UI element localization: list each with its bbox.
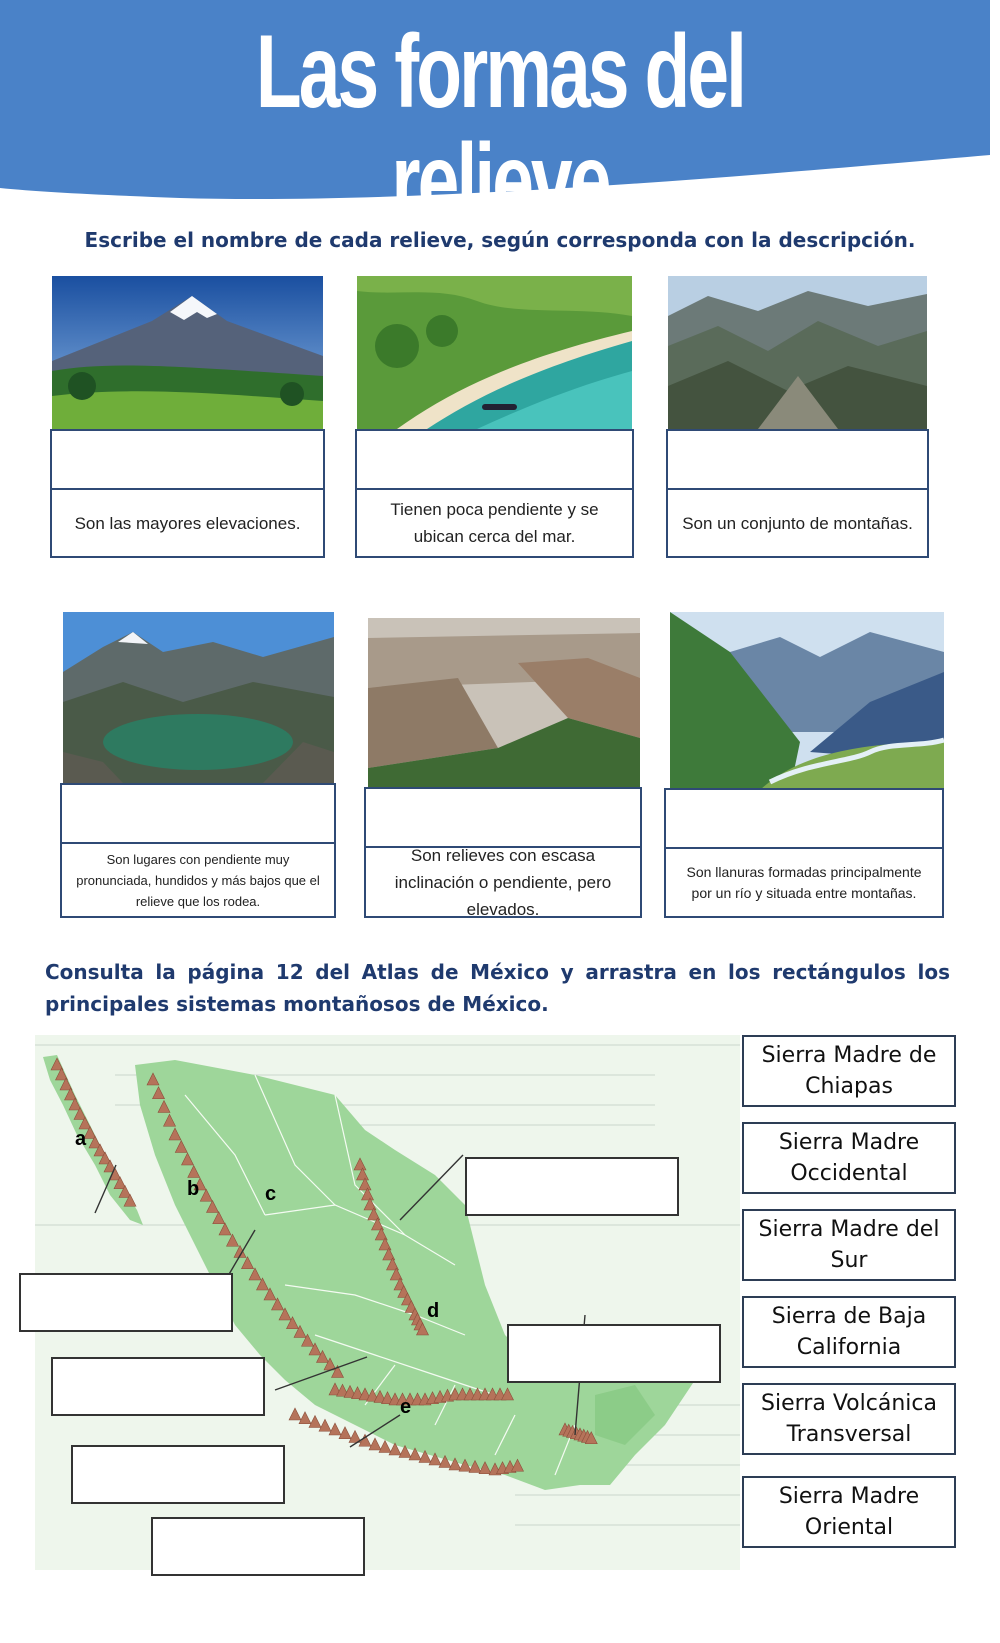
description-3: Son un conjunto de montañas. (666, 488, 929, 558)
lake-basin-photo (63, 612, 334, 783)
drop-zone-b[interactable] (51, 1357, 265, 1416)
option-sierra-madre-de-chiapas[interactable]: Sierra Madre de Chiapas (742, 1035, 956, 1107)
description-5: Son relieves con escasa inclinación o pendiente, pero elevados. (364, 846, 642, 918)
option-sierra-volcanica-transversal[interactable]: Sierra Volcánica Transversal (742, 1383, 956, 1455)
description-1: Son las mayores elevaciones. (50, 488, 325, 558)
answer-box-1[interactable] (50, 429, 325, 490)
answer-box-5[interactable] (364, 787, 642, 848)
option-sierra-madre-oriental[interactable]: Sierra Madre Oriental (742, 1476, 956, 1548)
option-sierra-madre-occidental[interactable]: Sierra Madre Occidental (742, 1122, 956, 1194)
valley-photo (670, 612, 944, 790)
plateau-photo (368, 618, 640, 787)
answer-box-6[interactable] (664, 788, 944, 849)
map-label-b: b (187, 1178, 200, 1200)
answer-box-2[interactable] (355, 429, 634, 490)
answer-box-3[interactable] (666, 429, 929, 490)
map-label-a: a (75, 1128, 87, 1150)
drop-zone-d[interactable] (507, 1324, 721, 1383)
answer-box-4[interactable] (60, 783, 336, 844)
map-label-c: c (265, 1183, 277, 1205)
drop-zone-c[interactable] (465, 1157, 679, 1216)
option-sierra-madre-del-sur[interactable]: Sierra Madre del Sur (742, 1209, 956, 1281)
description-6: Son llanuras formadas principalmente por un río y situada entre montañas. (664, 847, 944, 918)
beach-photo (357, 276, 632, 429)
instruction-relief: Escribe el nombre de cada relieve, según corresponda con la descripción. (84, 228, 916, 252)
description-2: Tienen poca pendiente y se ubican cerca del mar. (355, 488, 634, 558)
instruction-atlas: Consulta la página 12 del Atlas de México y arrastra en los rectángulos los principales sistemas montañosos de México. (45, 960, 950, 1016)
map-label-d: d (427, 1300, 440, 1322)
description-4: Son lugares con pendiente muy pronunciada, hundidos y más bajos que el relieve que los rodea. (60, 842, 336, 918)
page-title: Las formas del relieve (255, 14, 745, 240)
map-label-e: e (400, 1396, 412, 1418)
option-sierra-de-baja-california[interactable]: Sierra de Baja California (742, 1296, 956, 1368)
drop-zone-e[interactable] (71, 1445, 285, 1504)
drop-zone-a[interactable] (19, 1273, 233, 1332)
drop-zone-f[interactable] (151, 1517, 365, 1576)
volcano-photo (52, 276, 323, 429)
mountain-range-photo (668, 276, 927, 429)
